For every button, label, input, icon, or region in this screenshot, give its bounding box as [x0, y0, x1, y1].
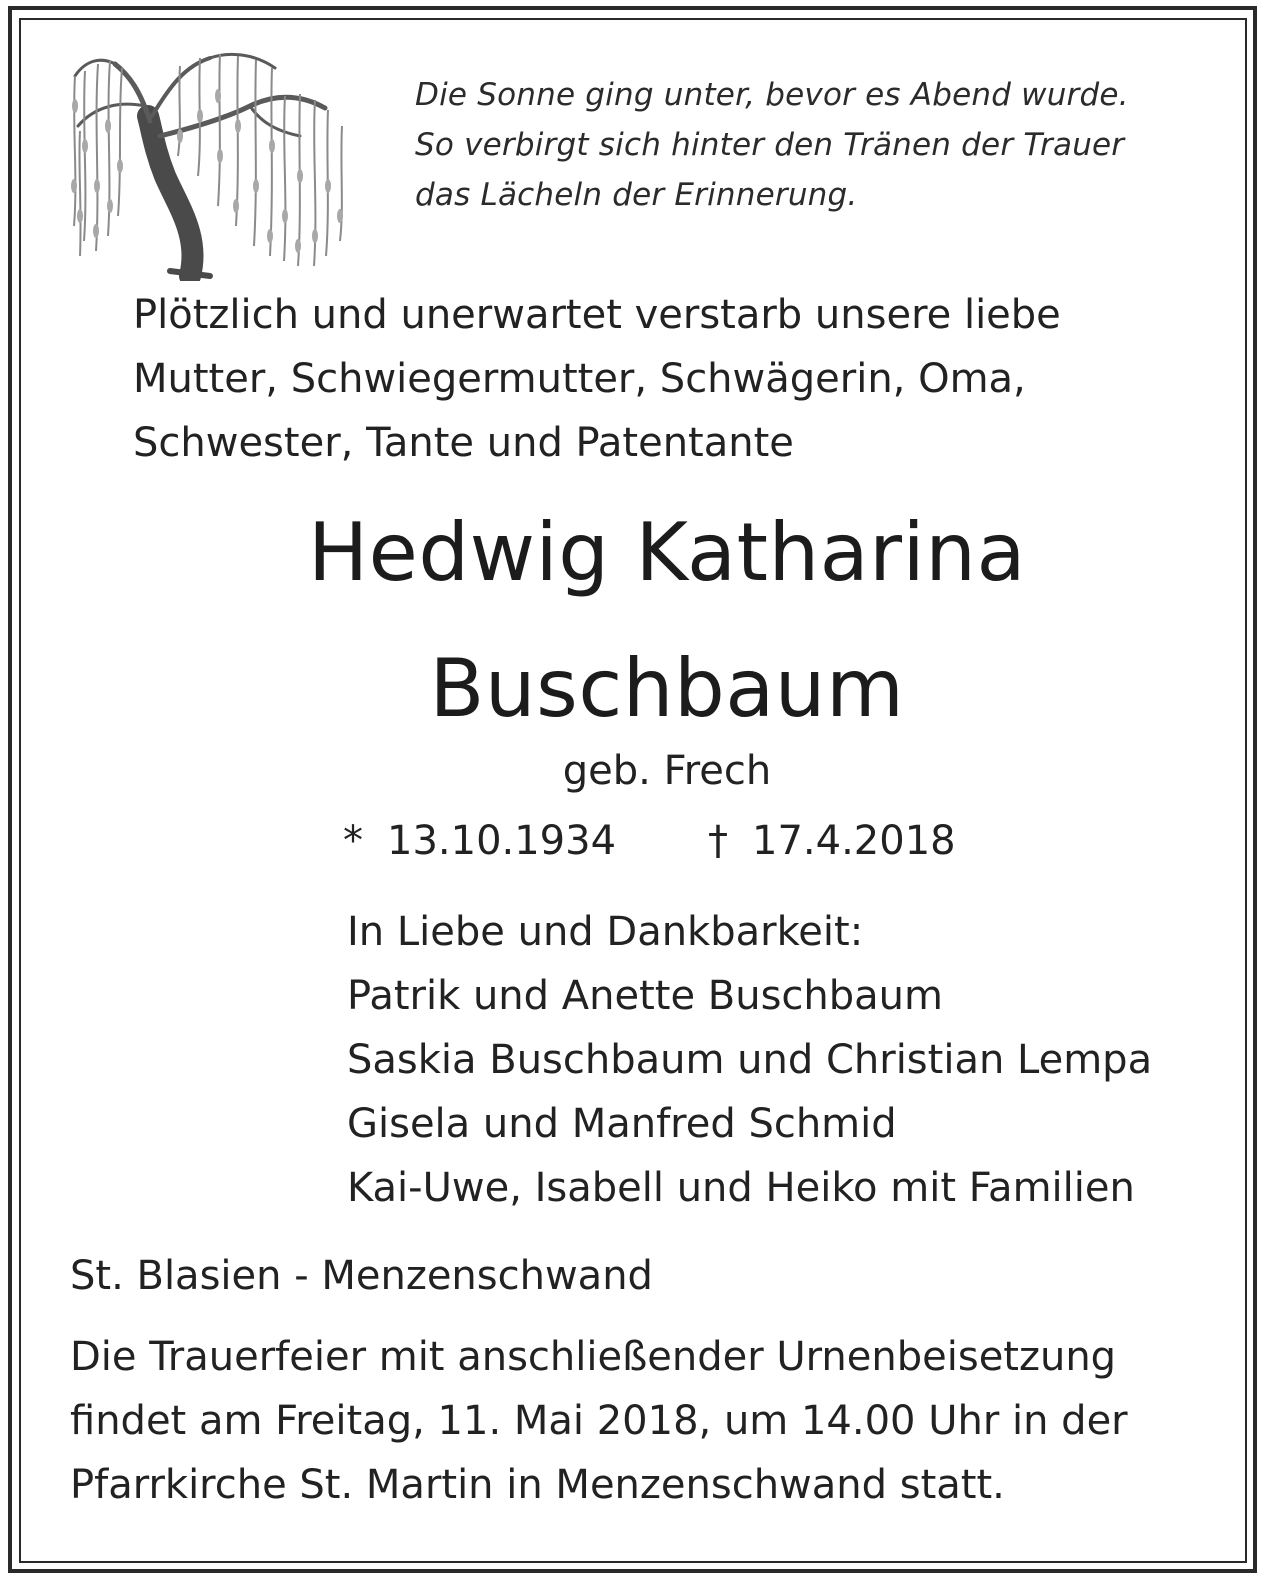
- death-date: 17.4.2018: [752, 818, 956, 864]
- intro-line: Plötzlich und unerwartet verstarb unsere liebe: [133, 292, 1061, 338]
- funeral-service-info: [70, 1325, 1128, 1517]
- death-cross-symbol: †: [708, 818, 729, 864]
- weeping-willow-icon: [60, 36, 360, 281]
- intro-line: Schwester, Tante und Patentante: [133, 420, 794, 466]
- mourner-entry: Saskia Buschbaum und Christian Lempa: [347, 1037, 1153, 1083]
- mourners-list: [347, 900, 1152, 1220]
- motto-quote: [415, 70, 1235, 220]
- motto-line: Die Sonne ging unter, bevor es Abend wurde.: [415, 77, 1129, 113]
- deceased-surname: Buschbaum: [429, 642, 905, 735]
- birth-date: 13.10.1934: [387, 818, 617, 864]
- service-line: Die Trauerfeier mit anschließender Urnenbeisetzung: [70, 1334, 1117, 1380]
- life-dates: [343, 813, 956, 869]
- service-line: Pfarrkirche St. Martin in Menzenschwand statt.: [70, 1462, 1005, 1508]
- motto-line: So verbirgt sich hinter den Tränen der Trauer: [415, 127, 1125, 163]
- birth-symbol: *: [343, 818, 363, 864]
- birth-name: geb. Frech: [562, 748, 772, 794]
- motto-line: das Lächeln der Erinnerung.: [415, 177, 858, 213]
- mourner-entry: Gisela und Manfred Schmid: [347, 1101, 897, 1147]
- deceased-name: [0, 485, 1280, 757]
- deceased-first-names: Hedwig Katharina: [307, 506, 1027, 599]
- intro-line: Mutter, Schwiegermutter, Schwägerin, Oma,: [133, 356, 1026, 402]
- service-line: findet am Freitag, 11. Mai 2018, um 14.00 Uhr in der: [70, 1398, 1128, 1444]
- mourner-entry: Patrik und Anette Buschbaum: [347, 973, 943, 1019]
- mourner-entry: Kai-Uwe, Isabell und Heiko mit Familien: [347, 1165, 1135, 1211]
- place-line: St. Blasien - Menzenschwand: [70, 1253, 653, 1299]
- mourners-heading: In Liebe und Dankbarkeit:: [347, 909, 864, 955]
- announcement-intro: [133, 283, 1061, 475]
